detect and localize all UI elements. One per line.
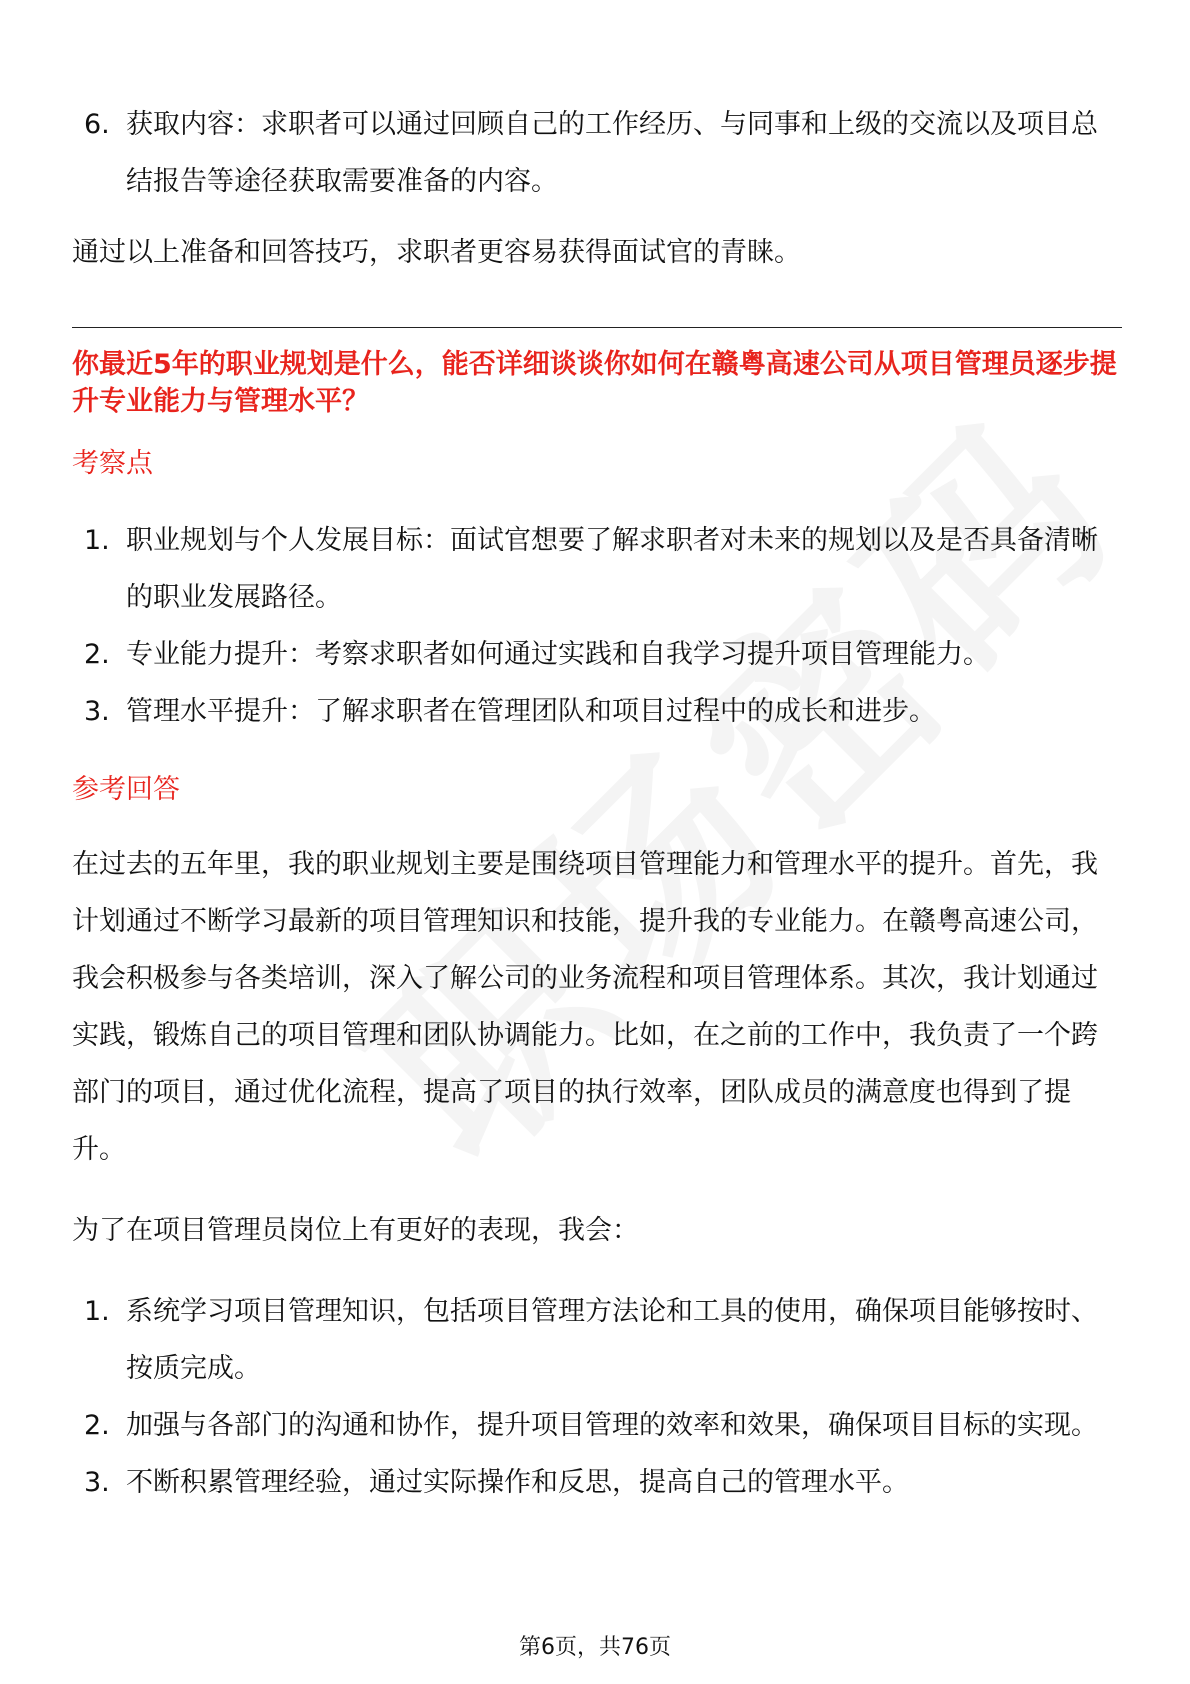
list-number: 2. [84,1410,110,1441]
page-footer: 第6页，共76页 [519,1635,671,1660]
list-number: 1. [84,525,110,556]
list-item [72,1283,1122,1397]
list-number: 6. [84,109,110,140]
closing-paragraph: 通过以上准备和回答技巧，求职者更容易获得面试官的青睐。 [72,237,801,268]
list-text: 职业规划与个人发展目标：面试官想要了解求职者对未来的规划以及是否具备清晰的职业发展路径。 [126,525,1098,613]
divider [72,327,1122,328]
list-number: 1. [84,1296,110,1327]
plan-intro: 为了在项目管理员岗位上有更好的表现，我会： [72,1215,639,1246]
plan-list [72,1283,1122,1511]
list-item [72,626,1122,683]
list-number: 2. [84,639,110,670]
list-item [72,96,1122,210]
question-heading: 你最近5年的职业规划是什么，能否详细谈谈你如何在赣粤高速公司从项目管理员逐步提升专业能力与管理水平？ [72,349,1117,417]
list-number: 3. [84,696,110,727]
list-text: 加强与各部门的沟通和协作，提升项目管理的效率和效果，确保项目目标的实现。 [126,1410,1098,1441]
list-text: 专业能力提升：考察求职者如何通过实践和自我学习提升项目管理能力。 [126,639,990,670]
list-text: 管理水平提升：了解求职者在管理团队和项目过程中的成长和进步。 [126,696,936,727]
list-item [72,1454,1122,1511]
answer-paragraph: 在过去的五年里，我的职业规划主要是围绕项目管理能力和管理水平的提升。首先，我计划通过不断学习最新的项目管理知识和技能，提升我的专业能力。在赣粤高速公司，我会积极参与各类培训，深入了解公司的业务流程和项目管理体系。其次，我计划通过实践，锻炼自己的项目管理和团队协调能力。比如，在之前的工作中，我负责了一个跨部门的项目，通过优化流程，提高了项目的执行效率，团队成员的满意度也得到了提升。 [72,849,1098,1165]
section-title-answer: 参考回答 [72,774,180,805]
list-text: 系统学习项目管理知识，包括项目管理方法论和工具的使用，确保项目能够按时、按质完成。 [126,1296,1098,1384]
list-item [72,1397,1122,1454]
focus-list [72,512,1122,740]
document-body [72,96,1122,1511]
list-number: 3. [84,1467,110,1498]
list-text: 获取内容：求职者可以通过回顾自己的工作经历、与同事和上级的交流以及项目总结报告等途径获取需要准备的内容。 [126,109,1098,197]
list-item [72,512,1122,626]
section-title-focus: 考察点 [72,448,153,479]
list-text: 不断积累管理经验，通过实际操作和反思，提高自己的管理水平。 [126,1467,909,1498]
list-item [72,683,1122,740]
